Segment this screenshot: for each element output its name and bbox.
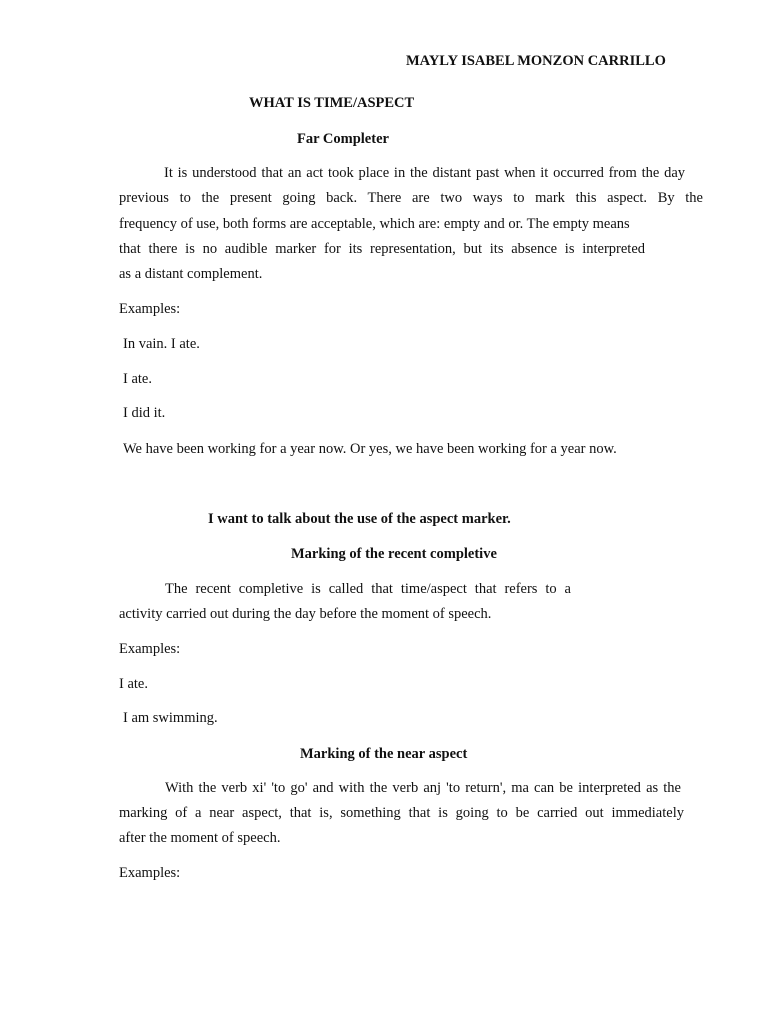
document-title: WHAT IS TIME/ASPECT <box>249 95 415 111</box>
section-heading-far-completer: Far Completer <box>297 131 389 147</box>
section-heading-near-aspect: Marking of the near aspect <box>300 746 468 762</box>
paragraph-line: after the moment of speech. <box>119 830 281 846</box>
paragraph-line: activity carried out during the day before the moment of speech. <box>119 606 492 622</box>
paragraph-line: marking of a near aspect, that is, something that is going to be carried out immediately <box>119 805 684 821</box>
paragraph-line: as a distant complement. <box>119 266 263 282</box>
example-item: I ate. <box>119 676 148 692</box>
examples-label: Examples: <box>119 865 181 881</box>
example-item: I did it. <box>123 405 166 421</box>
paragraph-line: With the verb xi' 'to go' and with the verb anj 'to return', ma can be interpreted as the <box>165 780 681 796</box>
paragraph-line: that there is no audible marker for its representation, but its absence is interpreted <box>119 241 645 257</box>
paragraph-line: frequency of use, both forms are acceptable, which are: empty and or. The empty means <box>119 216 630 232</box>
examples-label: Examples: <box>119 641 181 657</box>
section-heading-recent-completive: Marking of the recent completive <box>291 546 497 562</box>
paragraph-line: previous to the present going back. There are two ways to mark this aspect. By the <box>119 190 703 206</box>
example-item: In vain. I ate. <box>123 336 200 352</box>
example-item: We have been working for a year now. Or yes, we have been working for a year now. <box>123 441 617 457</box>
section-intro: I want to talk about the use of the aspect marker. <box>208 511 511 527</box>
examples-label: Examples: <box>119 301 181 317</box>
example-item: I ate. <box>123 371 152 387</box>
author-name: MAYLY ISABEL MONZON CARRILLO <box>406 53 666 69</box>
paragraph-line: The recent completive is called that time/aspect that refers to a <box>165 581 571 597</box>
paragraph-line: It is understood that an act took place in the distant past when it occurred from the day <box>164 165 685 181</box>
example-item: I am swimming. <box>123 710 218 726</box>
